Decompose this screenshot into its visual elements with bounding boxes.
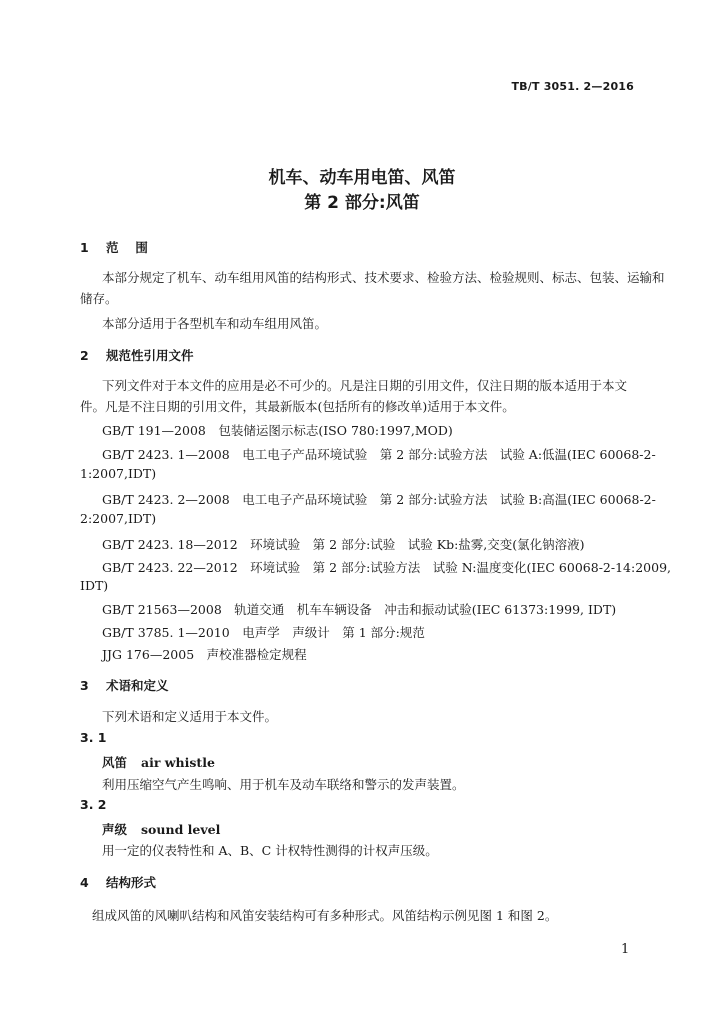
section-title: 结构形式 xyxy=(106,875,157,890)
reference-item: GB/T 2423. 22—2012 环境试验 第 2 部分:试验方法 试验 N:温度变化(IEC 60068-2-14:2009, xyxy=(102,560,672,575)
reference-item: GB/T 2423. 2—2008 电工电子产品环境试验 第 2 部分:试验方法 试验 B:高温(IEC 60068-2- xyxy=(102,492,656,507)
term-number: 3. 2 xyxy=(80,797,107,812)
section-number: 4 xyxy=(80,875,89,890)
term-english: sound level xyxy=(141,822,221,837)
term-title xyxy=(102,820,220,838)
reference-item: GB/T 191—2008 包装储运图示标志(ISO 780:1997,MOD) xyxy=(102,423,453,438)
section-number: 1 xyxy=(80,240,89,255)
page-number: 1 xyxy=(621,942,630,957)
section-title: 范 围 xyxy=(106,240,148,255)
document-title-line1: 机车、动车用电笛、风笛 xyxy=(268,168,456,188)
term-chinese: 声级 xyxy=(102,822,128,837)
term-english: air whistle xyxy=(141,755,215,770)
document-title-line2: 第 2 部分:风笛 xyxy=(304,193,420,213)
reference-item: GB/T 2423. 18—2012 环境试验 第 2 部分:试验 试验 Kb:盐雾,交变(氯化钠溶液) xyxy=(102,537,585,552)
section-4-heading xyxy=(80,873,156,891)
term-title xyxy=(102,753,215,771)
section-2-heading xyxy=(80,346,194,364)
paragraph: 储存。 xyxy=(80,291,118,306)
term-number: 3. 1 xyxy=(80,730,107,745)
paragraph: 本部分规定了机车、动车组用风笛的结构形式、技术要求、检验方法、检验规则、标志、包装、运输和 xyxy=(102,270,665,285)
section-number: 2 xyxy=(80,348,89,363)
term-definition: 利用压缩空气产生鸣响、用于机车及动车联络和警示的发声装置。 xyxy=(102,777,465,792)
reference-item: GB/T 3785. 1—2010 电声学 声级计 第 1 部分:规范 xyxy=(102,625,425,640)
section-title: 规范性引用文件 xyxy=(106,348,194,363)
reference-item: 1:2007,IDT) xyxy=(80,466,157,481)
section-1-heading xyxy=(80,238,148,256)
section-title: 术语和定义 xyxy=(106,678,169,693)
paragraph: 件。凡是不注日期的引用文件，其最新版本(包括所有的修改单)适用于本文件。 xyxy=(80,399,515,414)
reference-item: JJG 176—2005 声校准器检定规程 xyxy=(102,647,307,662)
reference-item: GB/T 2423. 1—2008 电工电子产品环境试验 第 2 部分:试验方法 试验 A:低温(IEC 60068-2- xyxy=(102,447,656,462)
paragraph: 下列术语和定义适用于本文件。 xyxy=(102,709,278,724)
reference-item: IDT) xyxy=(80,578,109,593)
standard-number: TB/T 3051. 2—2016 xyxy=(511,80,634,93)
term-chinese: 风笛 xyxy=(102,755,128,770)
reference-item: 2:2007,IDT) xyxy=(80,511,157,526)
term-definition: 用一定的仪表特性和 A、B、C 计权特性测得的计权声压级。 xyxy=(102,843,438,858)
paragraph: 本部分适用于各型机车和动车组用风笛。 xyxy=(102,316,328,331)
reference-item: GB/T 21563—2008 轨道交通 机车车辆设备 冲击和振动试验(IEC 61373:1999, IDT) xyxy=(102,602,617,617)
paragraph: 下列文件对于本文件的应用是必不可少的。凡是注日期的引用文件，仅注日期的版本适用于本文 xyxy=(102,378,628,393)
paragraph: 组成风笛的风喇叭结构和风笛安装结构可有多种形式。风笛结构示例见图 1 和图 2。 xyxy=(92,908,558,923)
section-number: 3 xyxy=(80,678,89,693)
section-3-heading xyxy=(80,676,169,694)
